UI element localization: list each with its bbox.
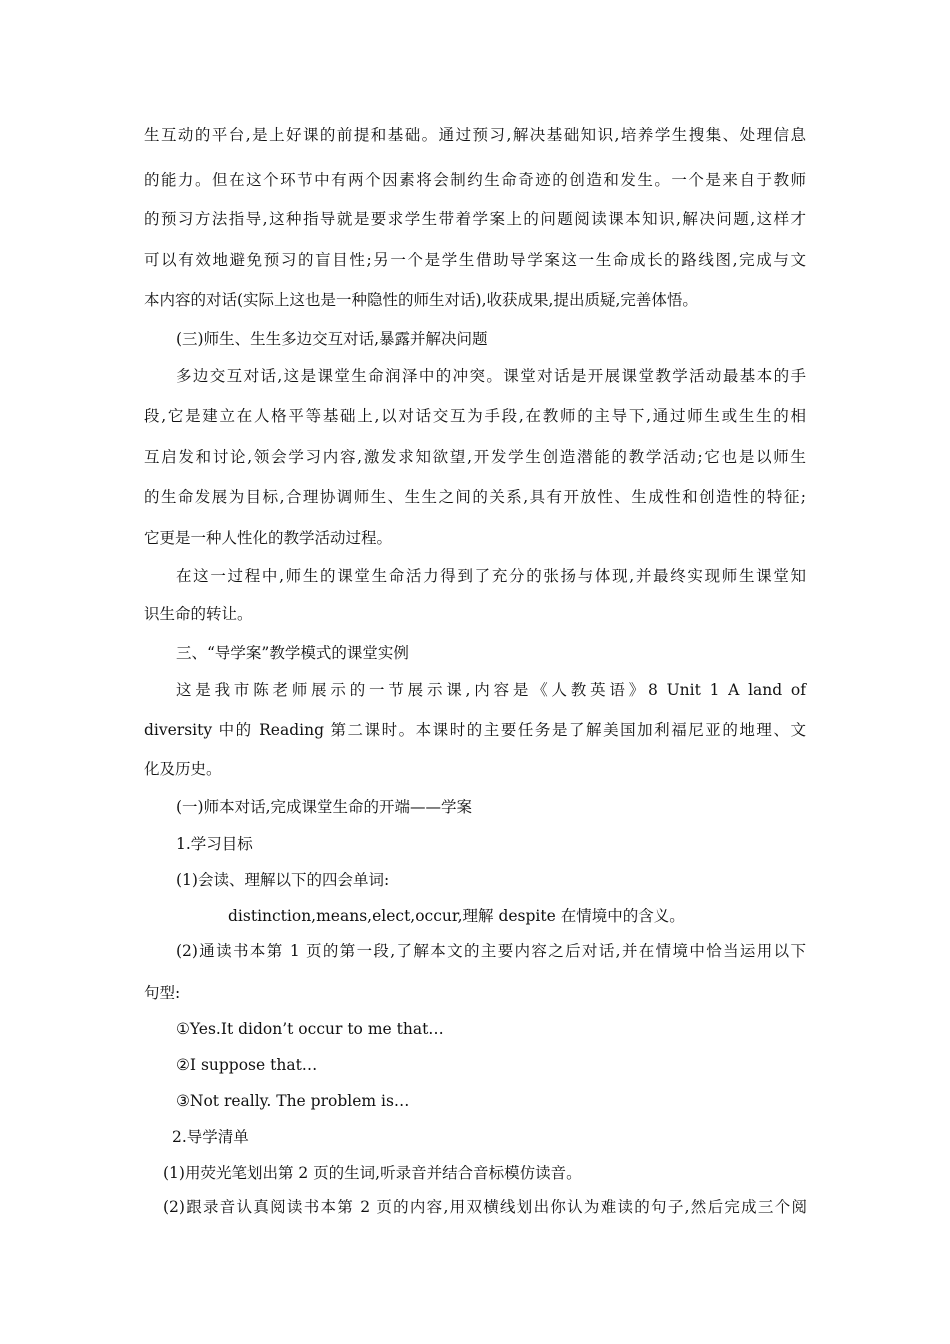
paragraph-line-1: 生互动的平台,是上好课的前提和基础。通过预习,解决基础知识,培养学生搜集、处理信息	[144, 126, 806, 144]
list-heading-learning-goals: 1.学习目标	[176, 835, 253, 853]
list-item-2: (2)通读书本第 1 页的第一段,了解本文的主要内容之后对话,并在情境中恰当运用以下	[176, 942, 806, 960]
paragraph-line-14: diversity 中的 Reading 第二课时。本课时的主要任务是了解美国加利福尼亚的地理、文	[144, 721, 806, 739]
paragraph-line-9: 的生命发展为目标,合理协调师生、生生之间的关系,具有开放性、生成性和创造性的特征;	[144, 488, 806, 506]
sentence-pattern-1: ①Yes.It didon’t occur to me that…	[176, 1020, 444, 1038]
sentence-pattern-2: ②I suppose that…	[176, 1056, 318, 1074]
paragraph-line-13: 这是我市陈老师展示的一节展示课,内容是《人教英语》8 Unit 1 A land of	[176, 681, 806, 699]
sentence-pattern-3: ③Not really. The problem is…	[176, 1092, 410, 1110]
list-heading-guide: 2.导学清单	[172, 1128, 249, 1146]
paragraph-line-10: 它更是一种人性化的教学活动过程。	[144, 529, 393, 547]
paragraph-line-6: 多边交互对话,这是课堂生命润泽中的冲突。课堂对话是开展课堂教学活动最基本的手	[176, 367, 806, 385]
list-item-2-cont: 句型:	[144, 984, 181, 1002]
guide-item-1: (1)用荧光笔划出第 2 页的生词,听录音并结合音标模仿读音。	[163, 1164, 582, 1182]
paragraph-line-7: 段,它是建立在人格平等基础上,以对话交互为手段,在教师的主导下,通过师生或生生的相	[144, 407, 806, 425]
guide-item-2: (2)跟录音认真阅读书本第 2 页的内容,用双横线划出你认为难读的句子,然后完成三个阅	[163, 1198, 807, 1216]
paragraph-line-11: 在这一过程中,师生的课堂生命活力得到了充分的张扬与体现,并最终实现师生课堂知	[176, 567, 806, 585]
section-heading-three: 三、“导学案”教学模式的课堂实例	[176, 644, 409, 662]
section-heading-3: (三)师生、生生多边交互对话,暴露并解决问题	[176, 330, 488, 348]
list-item-1: (1)会读、理解以下的四会单词:	[176, 871, 390, 889]
paragraph-line-15: 化及历史。	[144, 760, 222, 778]
paragraph-line-5: 本内容的对话(实际上这也是一种隐性的师生对话),收获成果,提出质疑,完善体悟。	[144, 291, 698, 309]
paragraph-line-3: 的预习方法指导,这种指导就是要求学生带着学案上的问题阅读课本知识,解决问题,这样才	[144, 210, 806, 228]
paragraph-line-8: 互启发和讨论,领会学习内容,激发求知欲望,开发学生创造潜能的教学活动;它也是以师生	[144, 448, 806, 466]
paragraph-line-12: 识生命的转让。	[144, 605, 253, 623]
vocabulary-line: distinction,means,elect,occur,理解 despite 在情境中的含义。	[228, 907, 685, 925]
subsection-heading-1: (一)师本对话,完成课堂生命的开端——学案	[176, 798, 473, 816]
paragraph-line-4: 可以有效地避免预习的盲目性;另一个是学生借助导学案这一生命成长的路线图,完成与文	[144, 251, 806, 269]
paragraph-line-2: 的能力。但在这个环节中有两个因素将会制约生命奇迹的创造和发生。一个是来自于教师	[144, 171, 806, 189]
